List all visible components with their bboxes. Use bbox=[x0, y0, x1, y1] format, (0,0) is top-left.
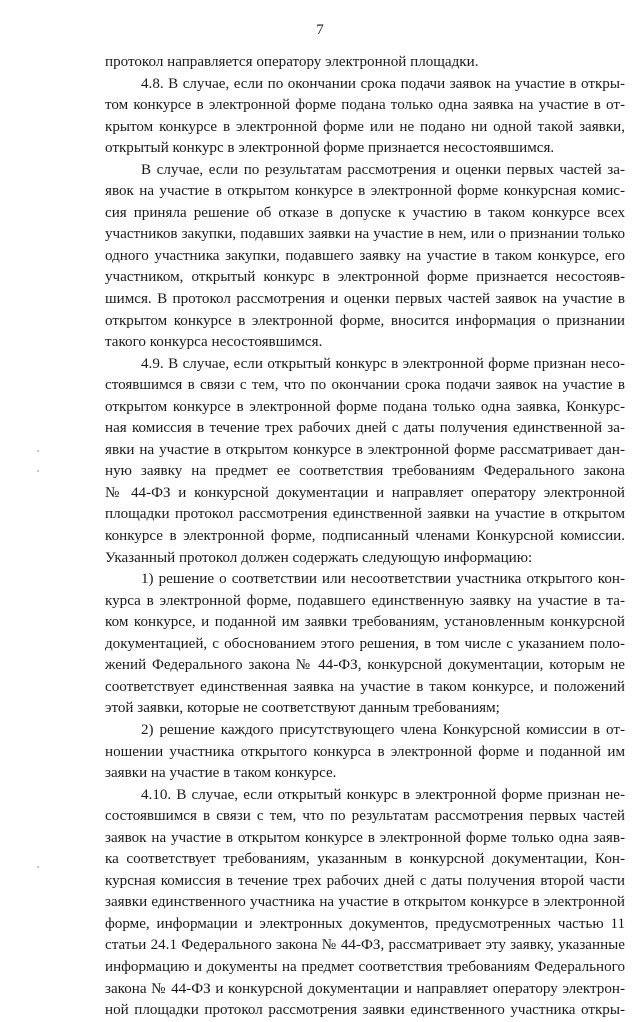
page-number: 7 bbox=[316, 22, 324, 38]
text-line: конкурсе в электронной форме, подписанный членами Конкурсной комиссии. bbox=[105, 528, 625, 545]
text-line: курса в электронной форме, подавшего единственную заявку на участие в та- bbox=[105, 592, 625, 609]
margin-mark bbox=[37, 866, 39, 868]
text-line: явки на участие в открытом конкурсе в электронной форме рассматривает дан- bbox=[105, 441, 625, 458]
text-line: протокол направляется оператору электронной площадки. bbox=[105, 54, 479, 70]
text-line: ношении участника открытого конкурса в электронной форме и поданной им bbox=[105, 743, 625, 760]
text-line: открытом конкурсе в электронной форме, вносится информация о признании bbox=[105, 312, 625, 329]
text-line: ка соответствует требованиям, указанным в конкурсной документации, Кон- bbox=[105, 851, 625, 868]
text-line: сия приняла решение об отказе в допуске к участию в таком конкурсе всех bbox=[105, 204, 625, 221]
body-text bbox=[105, 52, 625, 1022]
text-line: состоявшимся в связи с тем, что по результатам рассмотрения первых частей bbox=[105, 808, 625, 825]
text-line: ком конкурсе, и поданной им заявки требованиям, установленным конкурсной bbox=[105, 614, 625, 631]
text-line: шимся. В протокол рассмотрения и оценки первых частей заявок на участие в bbox=[105, 291, 625, 308]
text-line: стоявшимся в связи с тем, что по окончании срока подачи заявок на участие в bbox=[105, 377, 625, 394]
text-line: закона № 44-ФЗ и конкурсной документации и направляет оператору электрон- bbox=[105, 980, 625, 997]
text-line: В случае, если по результатам рассмотрения и оценки первых частей за- bbox=[141, 161, 625, 178]
text-line: статьи 24.1 Федерального закона № 44-ФЗ, рассматривает эту заявку, указанные bbox=[105, 937, 625, 954]
text-line: 2) решение каждого присутствующего члена Конкурсной комиссии в от- bbox=[141, 721, 625, 738]
text-line: заявок на участие в открытом конкурсе в электронной форме только одна заяв- bbox=[105, 829, 625, 846]
margin-mark bbox=[37, 470, 39, 472]
text-line: ную заявку на предмет ее соответствия требованиям Федерального закона bbox=[105, 463, 625, 480]
text-line: курсная комиссия в течение трех рабочих дней с даты получения второй части bbox=[105, 872, 625, 889]
text-line: форме, информации и электронных документов, предусмотренных частью 11 bbox=[105, 915, 625, 932]
text-line: явок на участие в открытом конкурсе в электронной форме конкурсная комис- bbox=[105, 183, 625, 200]
text-line: участником, открытый конкурс в электронной форме признается несостояв- bbox=[105, 269, 625, 286]
text-line: № 44-ФЗ и конкурсной документации и направляет оператору электронной bbox=[105, 484, 625, 501]
text-line: 4.8. В случае, если по окончании срока подачи заявок на участие в откры- bbox=[141, 75, 625, 92]
text-line: такого конкурса несостоявшимся. bbox=[105, 334, 323, 351]
text-line: площадки протокол рассмотрения единственной заявки на участие в открытом bbox=[105, 506, 625, 523]
text-line: информацию и документы на предмет соответствия требованиям Федерального bbox=[105, 958, 625, 975]
text-line: 4.9. В случае, если открытый конкурс в электронной форме признан несо- bbox=[141, 355, 625, 372]
text-line: жений Федерального закона № 44-ФЗ, конкурсной документации, которым не bbox=[105, 657, 625, 674]
text-line: соответствует единственная заявка на участие в таком конкурсе, и положений bbox=[105, 678, 625, 695]
text-line: этой заявки, которые не соответствуют данным требованиям; bbox=[105, 700, 500, 717]
text-line: ная комиссия в течение трех рабочих дней с даты получения единственной за- bbox=[105, 420, 625, 437]
text-line: одного участника закупки, подавшего заявку на участие в таком конкурсе, его bbox=[105, 247, 625, 264]
text-line: ной площадки протокол рассмотрения заявки единственного участника откры- bbox=[105, 1002, 625, 1019]
text-line: крытом конкурсе в электронной форме или не подано ни одной такой заявки, bbox=[105, 118, 625, 135]
text-line: участников закупки, подавших заявки на участие в нем, или о признании только bbox=[105, 226, 625, 243]
margin-mark bbox=[37, 450, 39, 452]
text-line: документацией, с обоснованием этого решения, в том числе с указанием поло- bbox=[105, 635, 625, 652]
text-line: том конкурсе в электронной форме подана только одна заявка на участие в от- bbox=[105, 97, 625, 114]
text-line: заявки на участие в таком конкурсе. bbox=[105, 765, 337, 782]
text-line: 1) решение о соответствии или несоответствии участника открытого кон- bbox=[141, 571, 625, 588]
text-line: Указанный протокол должен содержать следующую информацию: bbox=[105, 549, 533, 566]
text-line: открытый конкурс в электронной форме признается несостоявшимся. bbox=[105, 140, 555, 157]
text-line: открытом конкурсе в электронной форме подана только одна заявка, Конкурс- bbox=[105, 398, 625, 415]
text-line: заявки единственного участника на участие в открытом конкурсе в электронной bbox=[105, 894, 625, 911]
text-line: 4.10. В случае, если открытый конкурс в электронной форме признан не- bbox=[141, 786, 625, 803]
